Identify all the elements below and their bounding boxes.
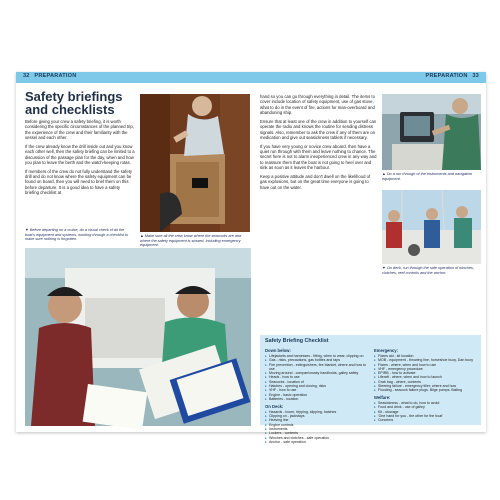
book-spread: [16, 72, 486, 444]
checklist-item: ▸ Winches and clutches - safe operation: [265, 436, 371, 440]
checklist-item: ▸ Seasickness - what to do, how to avoid: [374, 401, 480, 405]
checklist-item: ▸ Clipping on - jackstays: [265, 414, 371, 418]
checklist-item: ▸ Anchor - safe operation: [265, 440, 371, 444]
checklist-column-left: [265, 348, 371, 444]
paragraph: Before giving your crew a safety briefing, it is worth considering the specific circumstances of the planned trip, the experience of the crew and their familiarity with the vessel and each other.: [25, 119, 134, 141]
checklist-item: ▸ Grab bag - where, contents: [374, 380, 480, 384]
checklist-item: ▸ Hatches - opening and closing, risks: [265, 384, 371, 388]
checklist-item: ▸ VHF - emergency procedure: [374, 367, 480, 371]
checklist-heading: Emergency:: [374, 348, 398, 353]
checklist-item: ▸ VHF - how to use: [265, 388, 371, 392]
paragraph: If the crew already know the drill inside out and you know each other well, then the safety briefing can be limited to a discussion of the passage plan for the day, when and how you plan to leave the berth and the watch-keeping rotas.: [25, 143, 135, 166]
checklist-item: ▸ Liferaft - where, when and how to launch: [374, 375, 480, 379]
checklist-item: ▸ Kit - stowage: [374, 410, 480, 414]
caption-deck-photo: ▼ On deck, run through the safe operation of winches, clutches, reef controls and the anchor.: [382, 266, 474, 275]
paragraph: hand so you can go through everything in detail. The items to cover include location of safety equipment, use of gas stove, what to do in the event of fire, actions for man-overboard and abandoning ship.: [260, 94, 375, 116]
checklist-heading: Welfare:: [374, 395, 391, 401]
checklist-item: ▸ Engine controls: [265, 423, 371, 427]
safety-briefing-checklist-box: [260, 335, 481, 444]
checklist-item: ▸ Seacocks - location of: [265, 380, 371, 384]
photo-crew-with-checklist: [25, 248, 251, 426]
photo-deck-winch-run-through: [382, 190, 481, 264]
right-section-title: PREPARATION: [425, 73, 468, 79]
checklist-item: ▸ Flares - where, when and how to use: [374, 363, 480, 367]
page-header-bar: [16, 72, 486, 83]
paragraph: If members of the crew do not fully understand the safety drill and do not know where the safety equipment can be found on board, then you will need to brief them on this before departure. It is a good idea to have a safety briefing checklist at: [25, 168, 133, 196]
right-running-header: [426, 73, 482, 79]
checklist-item: ▸ EPIRB - how to activate: [374, 371, 480, 375]
checklist-title: Safety Briefing Checklist: [265, 338, 329, 344]
paragraph: If you have very young or novice crew aboard, then have a quiet run through with them and leave nothing to chance. The secret here is not to alarm inexperienced crew in any way and to reassure them that the boat is not going to heel over and sink as soon as it leaves the harbour.: [260, 143, 377, 171]
checklist-item: ▸ Flooding - seacock failure plugs. Bilge pumps. Bailing: [374, 388, 480, 392]
checklist-item: ▸ Engine - basic operation: [265, 393, 371, 397]
checklist-heading: Down below:: [265, 348, 291, 353]
checklist-item: ▸ Fire prevention - extinguishers, fire blanket, where and how to use: [265, 363, 371, 372]
checklist-column-right: [374, 348, 480, 423]
checklist-item: ▸ Steering failure - emergency tiller; where and how: [374, 384, 480, 388]
checklist-item: ▸ Gas - risks, precautions, gas bottles and taps: [265, 358, 371, 362]
checklist-item: ▸ Food and drink - use of galley: [374, 405, 480, 409]
checklist-item: ▸ Lockers - contents: [265, 431, 371, 435]
checklist-item: ▸ Flares aid - kit location: [374, 354, 480, 358]
caption-checklist-photo: ▼ Before departing on a cruise, do a visual check of all the boat's equipment and systems, working through a checklist to make sure nothing is forgotten.: [25, 228, 129, 241]
caption-instruments-photo: ▲ Do a run through of the instruments and navigation equipment.: [382, 172, 473, 181]
paragraph: Keep a positive attitude and don't dwell on the likelihood of gas explosions, but on the great time everyone is going to have out on the water.: [260, 173, 371, 190]
checklist-item: ▸ Lifejackets and harnesses - fitting, when to wear, clipping on: [265, 354, 371, 358]
checklist-item: ▸ MOB - equipment - throwing line, horseshoe buoy, Dan buoy: [374, 358, 480, 362]
checklist-item: ▸ Heaving line: [265, 418, 371, 422]
checklist-heading: On Deck:: [265, 403, 284, 409]
left-page-number: 32: [23, 73, 30, 79]
left-section-title: PREPARATION: [34, 73, 77, 79]
middle-column-text: [260, 94, 378, 193]
checklist-item: ▸ 'One hand for you - the other for the boat': [374, 414, 480, 418]
left-column-text: [25, 119, 135, 199]
caption-seacocks-photo: ▲ Make sure all the crew know where the seacocks are and where the safety equipment is stowed, including emergency equipment.: [140, 234, 242, 247]
checklist-item: ▸ Instruments: [265, 427, 371, 431]
left-running-header: [20, 73, 76, 79]
paragraph: Ensure that at least one of the crew in addition to yourself can operate the radio and knows the routine for sending distress signals. Also, remember to ask the crew if any of them are on medication and give out seasickness tablets if necessary.: [260, 118, 377, 141]
checklist-item: ▸ Concerns: [374, 418, 480, 422]
checklist-item: ▸ Moving around - companionway handholds, galley safety: [265, 371, 371, 375]
checklist-item: ▸ Batteries - location: [265, 397, 371, 401]
article-title: Safety briefings and checklists: [25, 89, 123, 117]
photo-crew-at-chart-table: [140, 94, 250, 232]
checklist-item: ▸ Hazards - boom, tripping, slipping, hatches: [265, 410, 371, 414]
photo-navigation-instruments: [382, 94, 481, 170]
checklist-item: ▸ Heads - how to use: [265, 375, 371, 379]
right-page-number: 33: [472, 73, 479, 79]
